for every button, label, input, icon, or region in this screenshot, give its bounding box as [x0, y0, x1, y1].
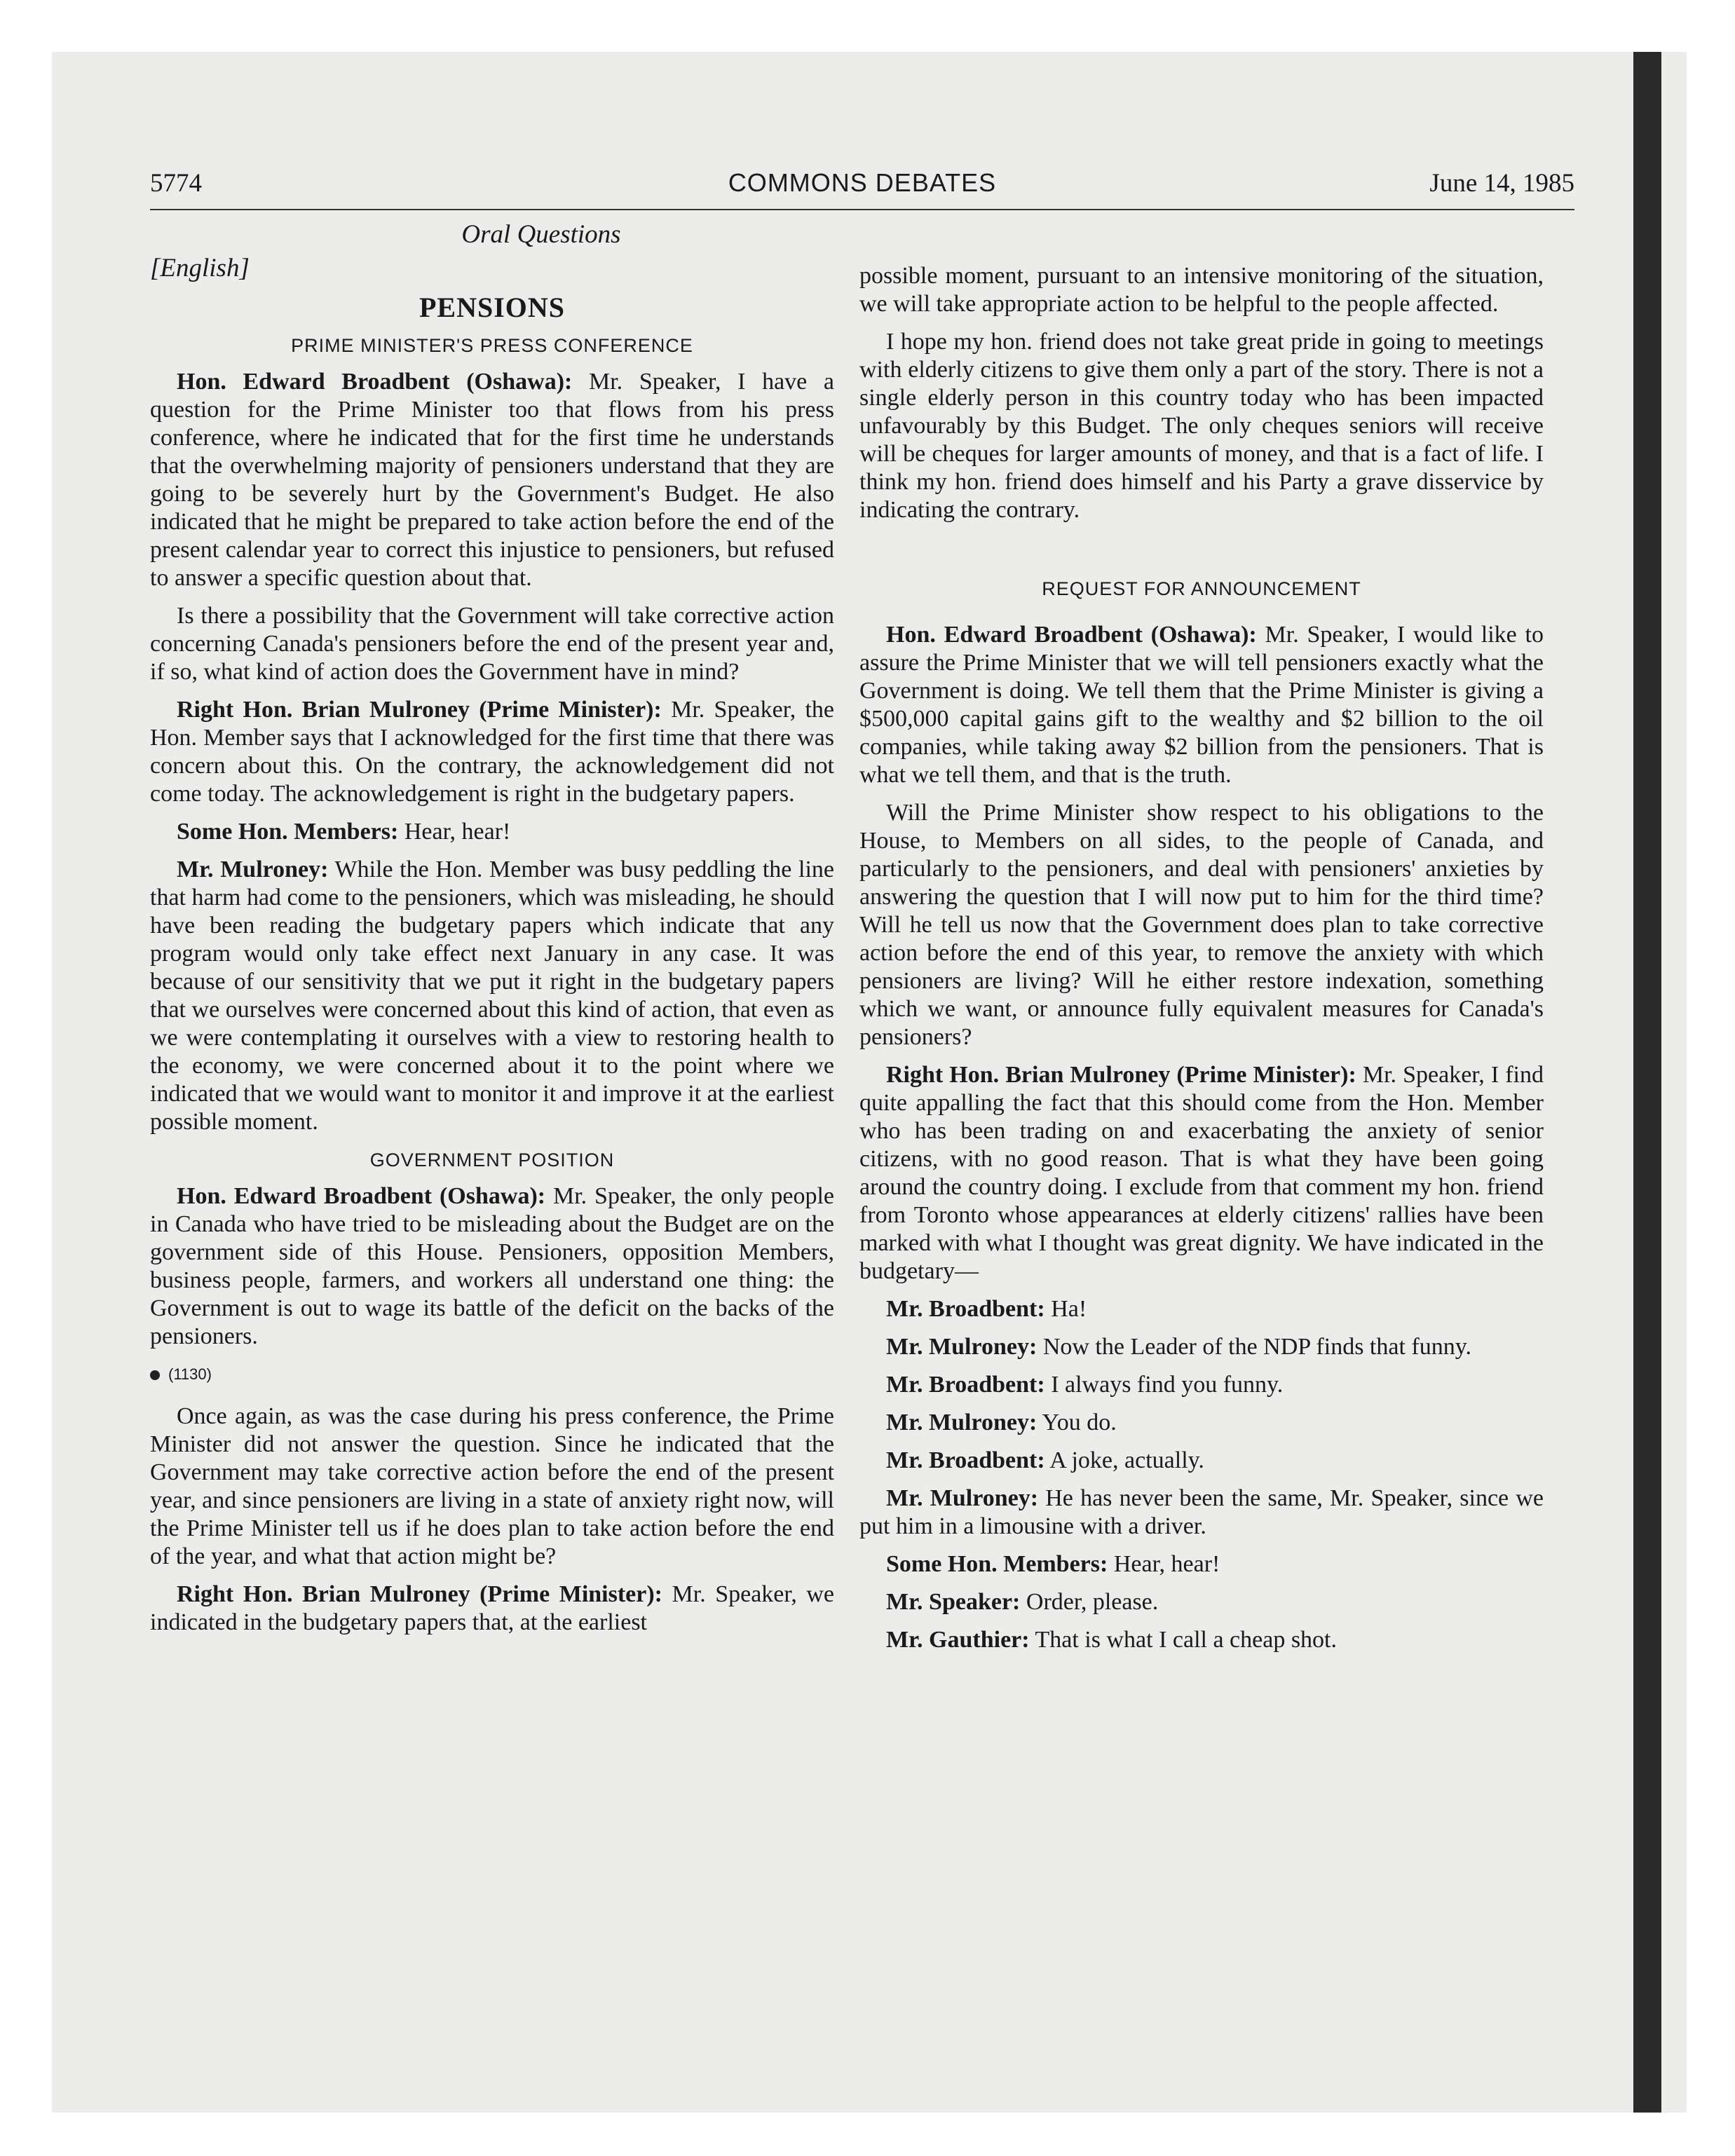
speech-text: Hear, hear! [1108, 1551, 1220, 1577]
paragraph [859, 1485, 1544, 1541]
running-head: Oral Questions [461, 220, 621, 249]
paragraph [859, 1550, 1544, 1578]
paragraph [859, 1061, 1544, 1285]
speech-text: Mr. Speaker, the only people in Canada who have tried to be misleading about the Budget are on the government side of this House. Pensioners, opposition Members, business people, farmers, and workers all understand one thing: the Government is out to wage its battle of the deficit on the backs of the pensioners. [150, 1183, 834, 1349]
speech-text: Mr. Speaker, I would like to assure the Prime Minister that we will tell pensioners exactly what the Government is doing. We tell them that the Prime Minister is giving a $500,000 capital gains gift to the wealthy and $2 billion to the oil companies, while taking away $2 billion from the pensioners. That is what we tell them, and that is the truth. [859, 622, 1544, 788]
speaker-name: Mr. Broadbent: [886, 1296, 1045, 1322]
paragraph-continued: possible moment, pursuant to an intensive monitoring of the situation, we will take appropriate action to be helpful to the people affected. [859, 263, 1544, 317]
speech-text: That is what I call a cheap shot. [1029, 1627, 1338, 1653]
paragraph [859, 1409, 1544, 1437]
speaker-name: Right Hon. Brian Mulroney (Prime Minister): [177, 1581, 662, 1607]
paragraph [859, 621, 1544, 789]
left-column [150, 221, 834, 1646]
speaker-name: Mr. Broadbent: [886, 1372, 1045, 1398]
speaker-name: Mr. Mulroney: [886, 1410, 1037, 1435]
journal-title: COMMONS DEBATES [728, 168, 997, 197]
speaker-name: Mr. Broadbent: [886, 1447, 1045, 1473]
page-date: June 14, 1985 [1429, 169, 1574, 198]
speaker-name: Hon. Edward Broadbent (Oshawa): [177, 369, 573, 395]
right-column [859, 262, 1544, 1664]
subheading-request-announcement: REQUEST FOR ANNOUNCEMENT [1042, 578, 1361, 599]
speaker-name: Mr. Mulroney: [177, 857, 329, 882]
paragraph [859, 1626, 1544, 1654]
speaker-name: Mr. Mulroney: [886, 1334, 1037, 1360]
speech-text: Ha! [1045, 1296, 1087, 1322]
speaker-name: Some Hon. Members: [177, 819, 399, 845]
speech-text: I always find you funny. [1045, 1372, 1284, 1398]
subheading-government-position: GOVERNMENT POSITION [369, 1149, 615, 1171]
speaker-name: Right Hon. Brian Mulroney (Prime Minister): [886, 1062, 1356, 1088]
time-marker [150, 1360, 834, 1389]
speech-text: Mr. Speaker, I have a question for the Prime Minister too that flows from his press conference, where he indicated that for the first time he understands that the overwhelming majority of pensioners understand that they are going to be severely hurt by the Government's Budget. He also indicated that he might be prepared to take action before the end of the present calendar year to correct this injustice to pensioners, but refused to answer a specific question about that. [150, 369, 834, 591]
speech-text: Order, please. [1020, 1589, 1159, 1615]
speaker-name: Mr. Gauthier: [886, 1627, 1030, 1653]
language-tag: [English] [150, 254, 250, 282]
scan-edge-shadow [1633, 52, 1661, 2113]
speech-text: Mr. Speaker, we indicated in the budgetary papers that, at the earliest [150, 1581, 834, 1635]
page-header [150, 167, 1574, 210]
paragraph: Will the Prime Minister show respect to his obligations to the House, to Members on all sides, to the people of Canada, and particularly to the pensioners, and deal with pensioners' anxieties by answering the question that I will now put to him for the third time? Will he tell us now that the Government does plan to take corrective action before the end of this year, to remove the anxiety with which pensioners are living? Will he either restore indexation, something which we want, or announce fully equivalent measures for Canada's pensioners? [859, 800, 1544, 1050]
subheading-press-conference: PRIME MINISTER'S PRESS CONFERENCE [291, 335, 693, 356]
speaker-name: Mr. Speaker: [886, 1589, 1021, 1615]
paragraph [150, 696, 834, 808]
speech-text: You do. [1037, 1410, 1117, 1435]
paragraph: Is there a possibility that the Government will take corrective action concerning Canada's pensioners before the end of the present year and, if so, what kind of action does the Government have in mind? [150, 603, 834, 685]
speech-text: While the Hon. Member was busy peddling the line that harm had come to the pensioners, which was misleading, he should have been reading the budgetary papers which indicate that any program would only take effect next January in any case. It was because of our sensitivity that we put it right in the budgetary papers that we ourselves were concerned about this kind of action, that even as we were contemplating it ourselves with a view to restoring health to the economy, we were concerned about it to the point where we indicated that we would want to monitor it and improve it at the earliest possible moment. [150, 857, 835, 1135]
speaker-name: Hon. Edward Broadbent (Oshawa): [177, 1183, 546, 1209]
paragraph [150, 856, 834, 1136]
paragraph: Once again, as was the case during his press conference, the Prime Minister did not answer the question. Since he indicated that the Government may take corrective action before the end of the present year, and since pensioners are living in a state of anxiety right now, will the Prime Minister tell us if he does plan to take action before the end of the year, and what that action might be? [150, 1403, 834, 1569]
paragraph [150, 368, 834, 592]
paragraph [859, 1295, 1544, 1323]
page-number: 5774 [150, 169, 202, 198]
paragraph: I hope my hon. friend does not take great pride in going to meetings with elderly citizens to give them only a part of the story. There is not a single elderly person in this country today who has been impacted unfavourably by this Budget. The only cheques seniors will receive will be cheques for larger amounts of money, and that is a fact of life. I think my hon. friend does himself and his Party a grave disservice by indicating the contrary. [859, 329, 1544, 523]
speech-text: Mr. Speaker, the Hon. Member says that I acknowledged for the first time that there was concern about this. On the contrary, the acknowledgement did not come today. The acknowledgement is right in the budgetary papers. [150, 697, 835, 807]
speech-text: Mr. Speaker, I find quite appalling the fact that this should come from the Hon. Member who has been trading on and exacerbating the anxiety of senior citizens, with no good reason. That is what they have been going around the country doing. I exclude from that comment my hon. friend from Toronto whose appearances at elderly citizens' rallies have been marked with what I thought was great dignity. We have indicated in the budgetary— [859, 1062, 1544, 1284]
paragraph [859, 1333, 1544, 1361]
speech-text: Now the Leader of the NDP finds that funny. [1037, 1334, 1472, 1360]
paragraph [150, 818, 834, 846]
paragraph [150, 1182, 834, 1351]
section-title: PENSIONS [419, 292, 566, 323]
speaker-name: Some Hon. Members: [886, 1551, 1108, 1577]
bullet-icon [150, 1370, 160, 1380]
speech-text: A joke, actually. [1045, 1447, 1204, 1473]
paragraph [859, 1588, 1544, 1616]
time-marker-text: (1130) [168, 1365, 212, 1383]
speech-text: Hear, hear! [398, 819, 511, 845]
speaker-name: Mr. Mulroney: [886, 1485, 1039, 1511]
paragraph [859, 1447, 1544, 1475]
speaker-name: Hon. Edward Broadbent (Oshawa): [886, 622, 1257, 648]
speaker-name: Right Hon. Brian Mulroney (Prime Minister): [177, 697, 662, 723]
paragraph [859, 1371, 1544, 1399]
speech-text: He has never been the same, Mr. Speaker, since we put him in a limousine with a driver. [859, 1485, 1544, 1539]
paragraph [150, 1581, 834, 1637]
